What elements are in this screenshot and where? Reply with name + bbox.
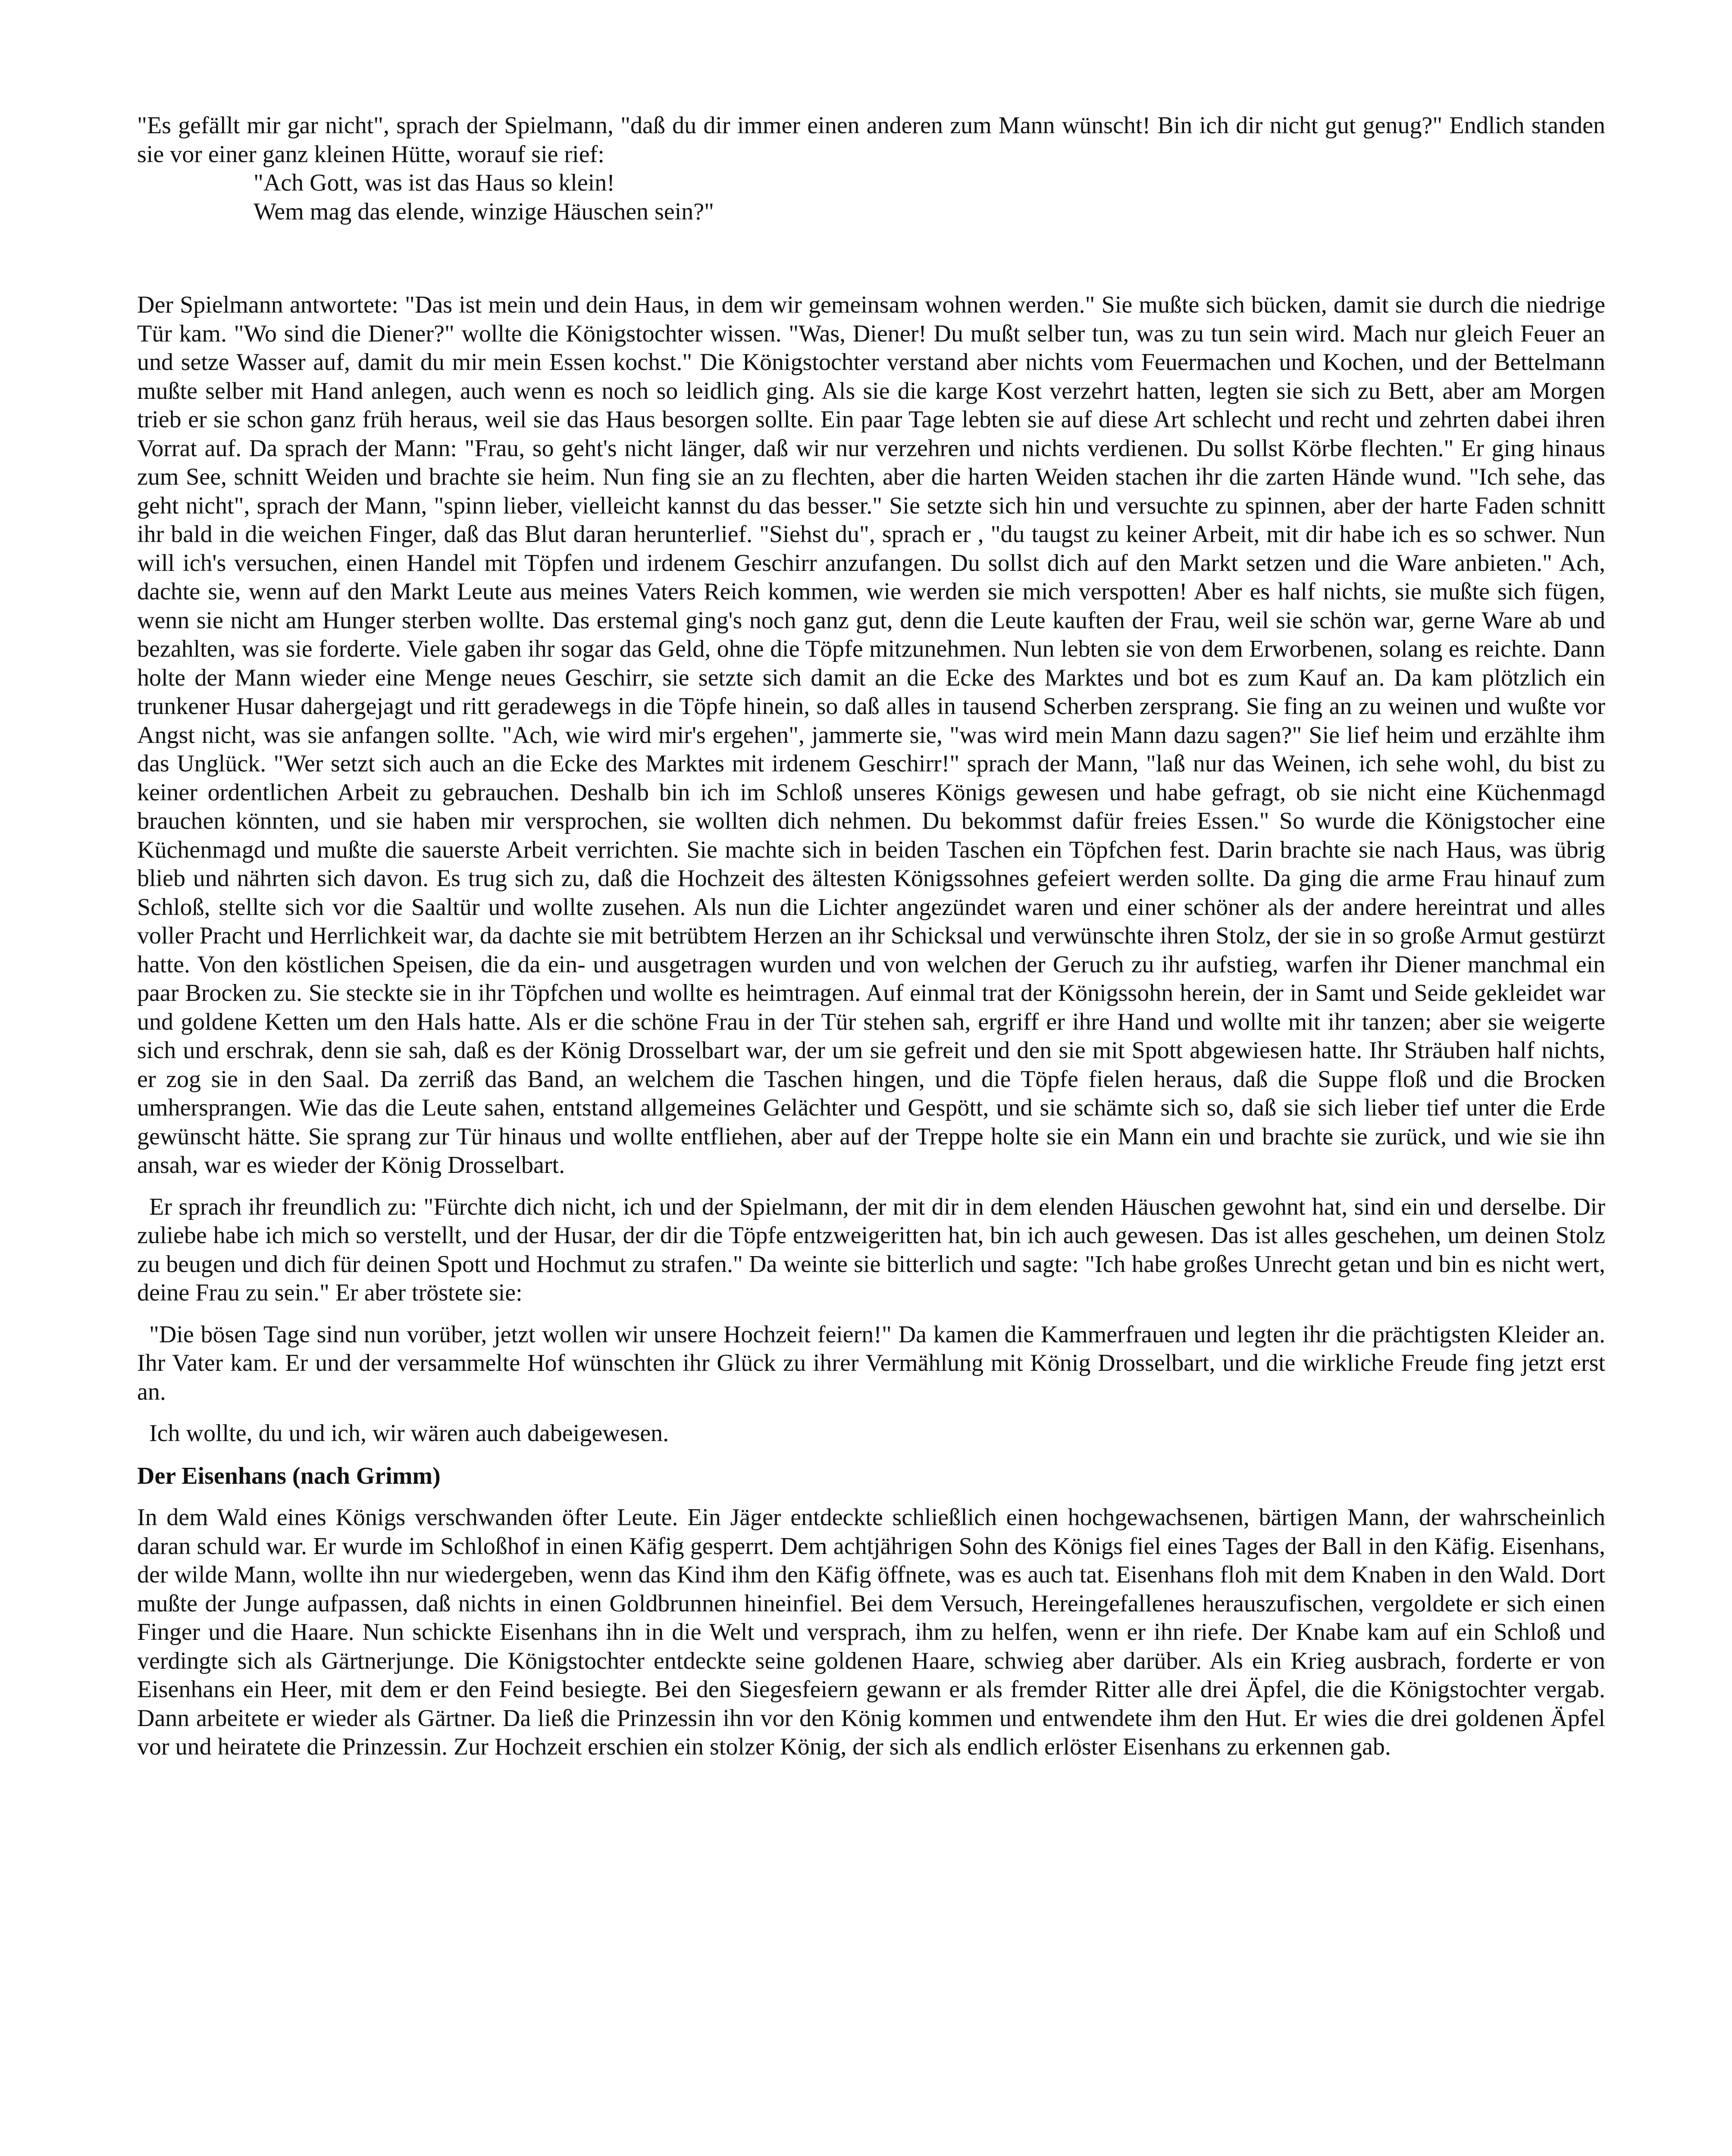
eisenhans-paragraph: In dem Wald eines Königs verschwanden öfter Leute. Ein Jäger entdeckte schließlich einen hochgewachsenen, bärtigen Mann, der wahrscheinlich daran schuld war. Er wurde im Schloßhof in einen Käfig gesperrt. Dem achtjährigen Sohn des Königs fiel eines Tages der Ball in den Käfig. Eisenhans, der wilde Mann, wollte ihn nur wiedergeben, wenn das Kind ihm den Käfig öffnete, was es auch tat. Eisenhans floh mit dem Knaben in den Wald. Dort mußte der Junge aufpassen, daß nichts in einen Goldbrunnen hineinfiel. Bei dem Versuch, Hereingefallenes herauszufischen, vergoldete er sich einen Finger und die Haare. Nun schickte Eisenhans ihn in die Welt und versprach, ihm zu helfen, wenn er ihn riefe. Der Knabe kam auf ein Schloß und verdingte sich als Gärtnerjunge. Die Königstochter entdeckte seine goldenen Haare, schwieg aber darüber. Als ein Krieg ausbrach, forderte er von Eisenhans ein Heer, mit dem er den Feind besiegte. Bei den Siegesfeiern gewann er als fremder Ritter alle drei Äpfel, die die Königstochter vergab. Dann arbeitete er wieder als Gärtner. Da ließ die Prinzessin ihn vor den König kommen und entwendete ihm den Hut. Er wies die drei goldenen Äpfel vor und heiratete die Prinzessin. Zur Hochzeit erschien ein stolzer König, der sich als endlich erlöster Eisenhans zu erkennen gab. <box>137 1504 1605 1760</box>
section-title-eisenhans: Der Eisenhans (nach Grimm) <box>137 1462 441 1489</box>
intro-paragraph: "Es gefällt mir gar nicht", sprach der Spielmann, "daß du dir immer einen anderen zum Mann wünscht! Bin ich dir nicht gut genug?" Endlich standen sie vor einer ganz kleinen Hütte, worauf sie rief: <box>137 112 1605 168</box>
verse-line-2: Wem mag das elende, winzige Häuschen sein?" <box>254 198 714 225</box>
main-paragraph: Der Spielmann antwortete: "Das ist mein und dein Haus, in dem wir gemeinsam wohnen werden." Sie mußte sich bücken, damit sie durch die niedrige Tür kam. "Wo sind die Diener?" wollte die Königstochter wissen. "Was, Diener! Du mußt selber tun, was zu tun sein wird. Mach nur gleich Feuer an und setze Wasser auf, damit du mir mein Essen kochst." Die Königstochter verstand aber nichts vom Feuermachen und Kochen, und der Bettelmann mußte selber mit Hand anlegen, auch wenn es noch so leidlich ging. Als sie die karge Kost verzehrt hatten, legten sie sich zu Bett, aber am Morgen trieb er sie schon ganz früh heraus, weil sie das Haus besorgen sollte. Ein paar Tage lebten sie auf diese Art schlecht und recht und zehrten dabei ihren Vorrat auf. Da sprach der Mann: "Frau, so geht's nicht länger, daß wir nur verzehren und nichts verdienen. Du sollst Körbe flechten." Er ging hinaus zum See, schnitt Weiden und brachte sie heim. Nun fing sie an zu flechten, aber die harten Weiden stachen ihr die zarten Hände wund. "Ich sehe, das geht nicht", sprach der Mann, "spinn lieber, vielleicht kannst du das besser." Sie setzte sich hin und versuchte zu spinnen, aber der harte Faden schnitt ihr bald in die weichen Finger, daß das Blut daran herunterlief. "Siehst du", sprach er , "du taugst zu keiner Arbeit, mit dir habe ich es so schwer. Nun will ich's versuchen, einen Handel mit Töpfen und irdenem Geschirr anzufangen. Du sollst dich auf den Markt setzen und die Ware anbieten." Ach, dachte sie, wenn auf den Markt Leute aus meines Vaters Reich kommen, wie werden sie mich verspotten! Aber es half nichts, sie mußte sich fügen, wenn sie nicht am Hunger sterben wollte. Das erstemal ging's noch ganz gut, denn die Leute kauften der Frau, weil sie schön war, gerne Ware ab und bezahlten, was sie forderte. Viele gaben ihr sogar das Geld, ohne die Töpfe mitzunehmen. Nun lebten sie von dem Erworbenen, solang es reichte. Dann holte der Mann wieder eine Menge neues Geschirr, sie setzte sich damit an die Ecke des Marktes und bot es zum Kauf an. Da kam plötzlich ein trunkener Husar dahergejagt und ritt geradewegs in die Töpfe hinein, so daß alles in tausend Scherben zersprang. Sie fing an zu weinen und wußte vor Angst nicht, was sie anfangen sollte. "Ach, wie wird mir's ergehen", jammerte sie, "was wird mein Mann dazu sagen?" Sie lief heim und erzählte ihm das Unglück. "Wer setzt sich auch an die Ecke des Marktes mit irdenem Geschirr!" sprach der Mann, "laß nur das Weinen, ich sehe wohl, du bist zu keiner ordentlichen Arbeit zu gebrauchen. Deshalb bin ich im Schloß unseres Königs gewesen und habe gefragt, ob sie nicht eine Küchenmagd brauchen könnten, und sie haben mir versprochen, sie wollten dich nehmen. Du bekommst dafür freies Essen." So wurde die Königstocher eine Küchenmagd und mußte die sauerste Arbeit verrichten. Sie machte sich in beiden Taschen ein Töpfchen fest. Darin brachte sie nach Haus, was übrig blieb und nährten sich davon. Es trug sich zu, daß die Hochzeit des ältesten Königssohnes gefeiert werden sollte. Da ging die arme Frau hinauf zum Schloß, stellte sich vor die Saaltür und wollte zusehen. Als nun die Lichter angezündet waren und einer schöner als der andere hereintrat und alles voller Pracht und Herrlichkeit war, da dachte sie mit betrübtem Herzen an ihr Schicksal und verwünschte ihren Stolz, der sie in so große Armut gestürzt hatte. Von den köstlichen Speisen, die da ein- und ausgetragen wurden und von welchen der Geruch zu ihr aufstieg, warfen ihr Diener manchmal ein paar Brocken zu. Sie steckte sie in ihr Töpfchen und wollte es heimtragen. Auf einmal trat der Königssohn herein, der in Samt und Seide gekleidet war und goldene Ketten um den Hals hatte. Als er die schöne Frau in der Tür stehen sah, ergriff er ihre Hand und wollte mit ihr tanzen; aber sie weigerte sich und erschrak, denn sie sah, daß es der König Drosselbart war, der um sie gefreit und den sie mit Spott abgewiesen hatte. Ihr Sträuben half nichts, er zog sie in den Saal. Da zerriß das Band, an welchem die Taschen hingen, und die Töpfe fielen heraus, daß die Suppe floß und die Brocken umhersprangen. Wie das die Leute sahen, entstand allgemeines Gelächter und Gespött, und sie schämte sich so, daß sie sich lieber tief unter die Erde gewünscht hätte. Sie sprang zur Tür hinaus und wollte entfliehen, aber auf der Treppe holte sie ein Mann ein und brachte sie zurück, und wie sie ihn ansah, war es wieder der König Drosselbart. <box>137 291 1605 1178</box>
paragraph-reconciliation: Er sprach ihr freundlich zu: "Fürchte dich nicht, ich und der Spielmann, der mit dir in dem elenden Häuschen gewohnt hat, sind ein und derselbe. Dir zuliebe habe ich mich so verstellt, und der Husar, der dir die Töpfe entzweigeritten hat, bin ich auch gewesen. Das ist alles geschehen, um deinen Stolz zu beugen und dich für deinen Spott und Hochmut zu strafen." Da weinte sie bitterlich und sagte: "Ich habe großes Unrecht getan und bin es nicht wert, deine Frau zu sein." Er aber tröstete sie: <box>137 1193 1605 1306</box>
verse-line-1: "Ach Gott, was ist das Haus so klein! <box>254 169 615 196</box>
paragraph-wedding: "Die bösen Tage sind nun vorüber, jetzt wollen wir unsere Hochzeit feiern!" Da kamen die Kammerfrauen und legten ihr die prächtigsten Kleider an. Ihr Vater kam. Er und der versammelte Hof wünschten ihr Glück zu ihrer Vermählung mit König Drosselbart, und die wirkliche Freude fing jetzt erst an. <box>137 1321 1605 1405</box>
page-content <box>137 111 1605 1761</box>
paragraph-closing: Ich wollte, du und ich, wir wären auch dabeigewesen. <box>149 1420 669 1447</box>
